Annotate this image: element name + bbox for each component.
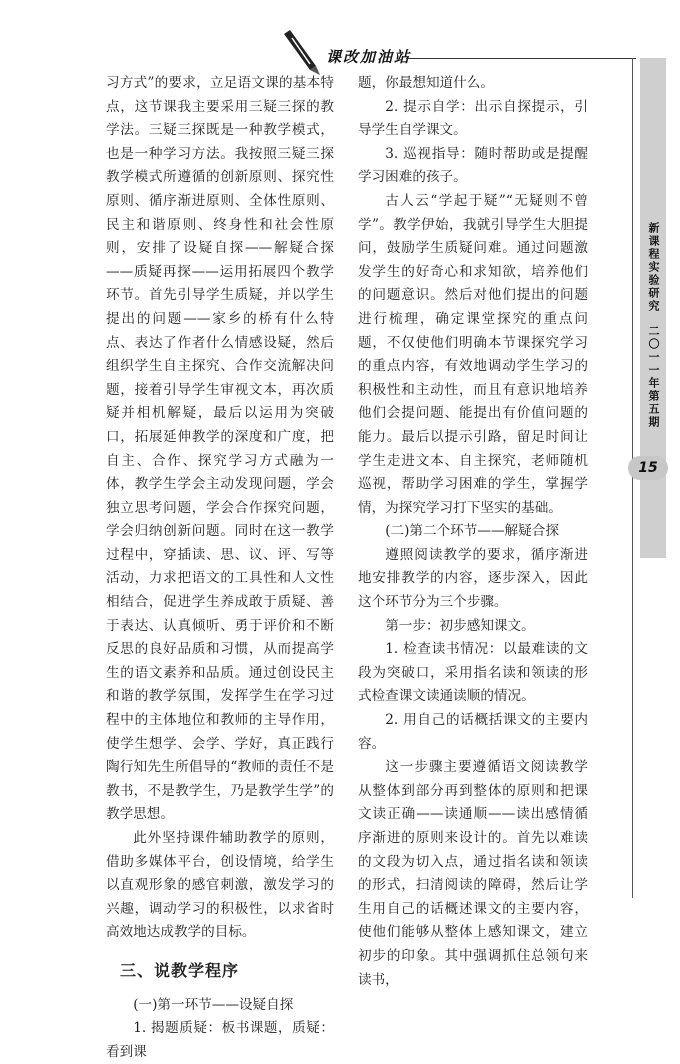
list-item: 2. 用自己的话概括课文的主要内容。: [358, 712, 588, 752]
paragraph: 遵照阅读教学的要求，循序渐进地安排教学的内容，逐步深入，因此这个环节分为三个步骤。: [358, 546, 588, 611]
header-rule: [406, 58, 636, 59]
paragraph: 此外坚持课件辅助教学的原则，借助多媒体平台，创设情境，给学生以直观形象的感官刺激，激发学习的兴趣，调动学习的积极性，以求省时高效地达成教学的目标。: [106, 830, 334, 941]
issue-label: 二〇一一年第五期: [647, 325, 660, 429]
list-item: 1. 检查读书情况：以最难读的文段为突破口，采用指名读和领读的形式检查课文读通读顺的情况。: [358, 641, 588, 705]
list-item: 3. 巡视指导：随时帮助或是提醒学习困难的孩子。: [358, 145, 588, 186]
page-number: 15: [628, 456, 668, 480]
paragraph: 古人云“学起于疑”“无疑则不曾学”。教学伊始，我就引导学生大胆提问，鼓励学生质疑问难。通过问题激发学生的好奇心和求知欲，培养他们的问题意识。然后对他们提出的问题进行梳理，确定课堂探究的重点问题，不仅使他们明确本节课探究学习的重点内容，有效地调动学生学习的积极性和主动性，而且有意识地培养他们会提问题、能提出有价值问题的能力。最后以提示引路，留足时间让学生走进文本、自主探究，老师随机巡视，帮助学习困难的学生，掌握学情，为探究学习打下坚实的基础。: [358, 192, 588, 516]
paragraph: 这一步骤主要遵循语文阅读教学从整体到部分再到整体的原则和把课文读正确——读通顺——读出感情循序渐进的原则来设计的。首先以难读的文段为切入点，通过指名读和领读的形式，扫清阅读的障碍，然后让学生用自己的话概述课文的主要内容，使他们能够从整体上感知课文，建立初步的印象。其中强调抓住总领句来读书，: [358, 759, 588, 988]
list-item: 2. 提示自学：出示自探提示，引导学生自学课文。: [358, 98, 588, 139]
paragraph: 习方式”的要求，立足语文课的基本特点，这节课我主要采用三疑三探的教学法。三疑三探既是一种教学模式，也是一种学习方法。我按照三疑三探教学模式所遵循的创新原则、探究性原则、循序渐进原则、全体性原则、民主和谐原则、终身性和社会性原则，安排了设疑自探——解疑合探——质疑再探——运用拓展四个教学环节。首先引导学生质疑，并以学生提出的问题——家乡的桥有什么特点、表达了作者什么情感设疑，然后组织学生自主探究、合作交流解决问题，接着引导学生审视文本，再次质疑并相机解疑，最后以运用为突破口，拓展延伸教学的深度和广度，把自主、合作、探究学习方式融为一体，教学生学会主动发现问题，学会独立思考问题，学会合作探究问题，学会归纳创新问题。同时在这一教学过程中，穿插读、思、议、评、写等活动，力求把语文的工具性和人文性相结合，促进学生养成敢于质疑、善于表达、认真倾听、勇于评价和不断反思的良好品质和习惯，从而提高学生的语文素养和品质。通过创设民主和谐的教学氛围，发挥学生在学习过程中的主体地位和教师的主导作用，使学生想学、会学、学好，真正践行陶行知先生所倡导的“教师的责任不是教书，不是教学生，乃是教学生学”的教学思想。: [106, 75, 334, 823]
subsection-heading: (二)第二个环节——解疑合探: [385, 523, 559, 540]
right-column: [358, 72, 588, 992]
section-heading: 三、说教学程序: [120, 960, 240, 980]
subsection-heading: (一)第一环节——设疑自探: [133, 996, 294, 1013]
column-title: 课改加油站: [326, 48, 412, 66]
list-item: 1. 揭题质疑：板书课题，质疑：看到课: [106, 1020, 334, 1060]
paragraph: 题，你最想知道什么。: [358, 75, 494, 91]
journal-name: 新课程实验研究: [647, 222, 660, 313]
left-column: [106, 72, 334, 1064]
step-heading: 第一步：初步感知课文。: [385, 617, 535, 634]
